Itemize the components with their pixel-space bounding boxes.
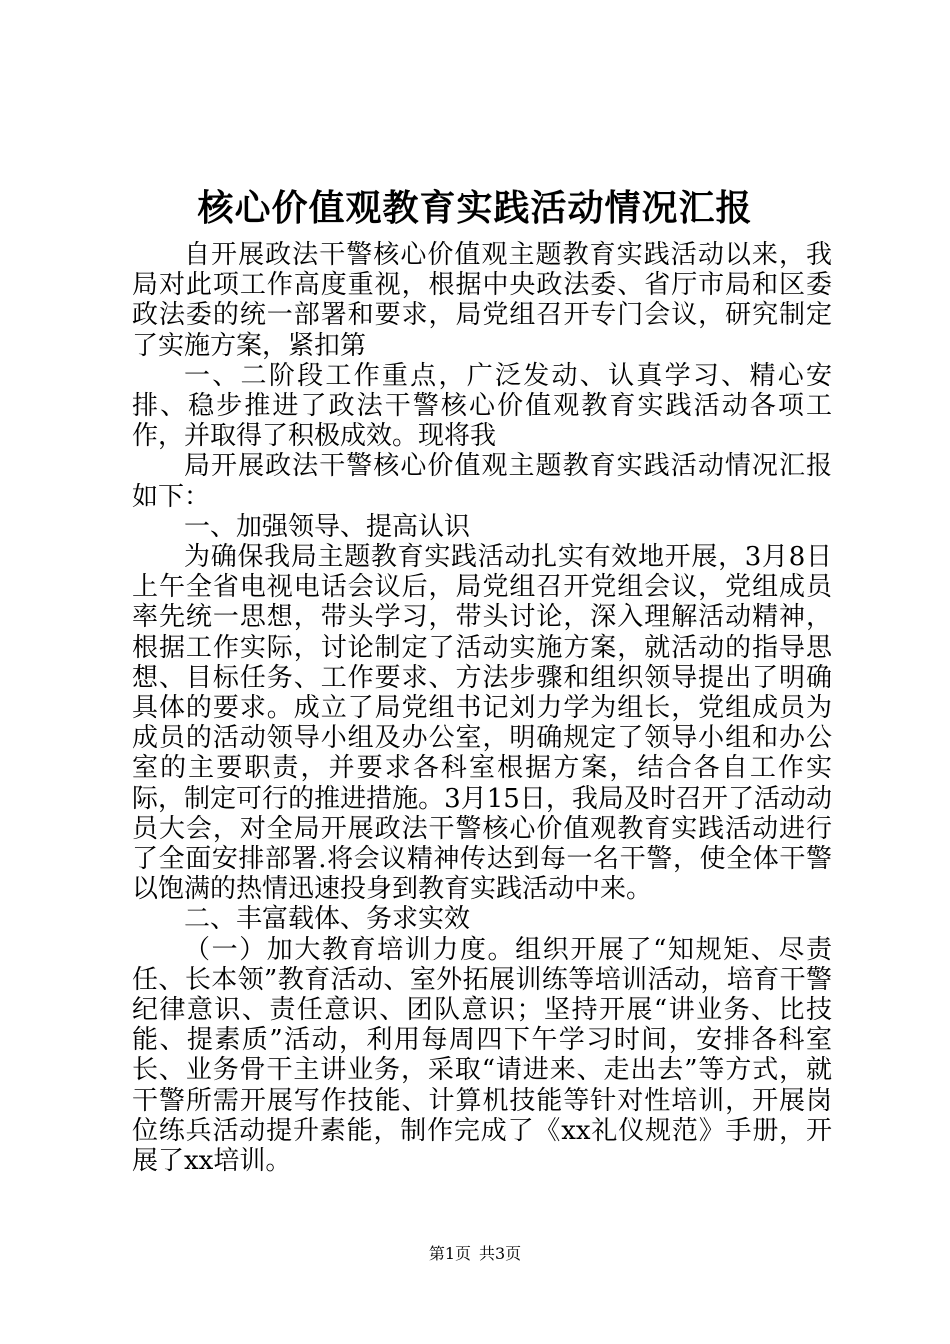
paragraph: 为确保我局主题教育实践活动扎实有效地开展，3月8日上午全省电视电话会议后，局党组召开党组会议，党组成员率先统一思想，带头学习，带头讨论，深入理解活动精神，根据工作实际，讨论制定了活动实施方案，就活动的指导思想、目标任务、工作要求、方法步骤和组织领导提出了明确具体的要求。成立了局党组书记刘力学为组长，党组成员为成员的活动领导小组及办公室，明确规定了领导小组和办公室的主要职责，并要求各科室根据方案，结合各自工作实际，制定可行的推进措施。3月15日，我局及时召开了活动动员大会，对全局开展政法干警核心价值观教育实践活动进行了全面安排部署.将会议精神传达到每一名干警，使全体干警以饱满的热情迅速投身到教育实践活动中来。 xyxy=(132,542,832,905)
paragraph: （一）加大教育培训力度。组织开展了“知规矩、尽责任、长本领”教育活动、室外拓展训练等培训活动，培育干警纪律意识、责任意识、团队意识；坚持开展“讲业务、比技能、提素质”活动，利用每周四下午学习时间，安排各科室长、业务骨干主讲业务，采取“请进来、走出去”等方式，就干警所需开展写作技能、计算机技能等针对性培训，开展岗位练兵活动提升素能，制作完成了《xx礼仪规范》手册，开展了xx培训。 xyxy=(132,934,832,1177)
paragraph: 自开展政法干警核心价值观主题教育实践活动以来，我局对此项工作高度重视，根据中央政法委、省厅市局和区委政法委的统一部署和要求，局党组召开专门会议，研究制定了实施方案，紧扣第 xyxy=(132,240,832,361)
document-body xyxy=(132,240,832,1176)
page-footer xyxy=(0,1244,950,1264)
page-total: 共3页 xyxy=(479,1244,522,1263)
section-heading: 二、丰富载体、务求实效 xyxy=(184,904,471,935)
paragraph: 局开展政法干警核心价值观主题教育实践活动情况汇报如下： xyxy=(132,451,832,512)
document-title: 核心价值观教育实践活动情况汇报 xyxy=(197,187,753,229)
page-number: 第1页 xyxy=(428,1244,471,1263)
section-heading: 一、加强领导、提高认识 xyxy=(184,511,471,542)
paragraph: 一、二阶段工作重点，广泛发动、认真学习、精心安排、稳步推进了政法干警核心价值观教育实践活动各项工作，并取得了积极成效。现将我 xyxy=(132,360,832,452)
